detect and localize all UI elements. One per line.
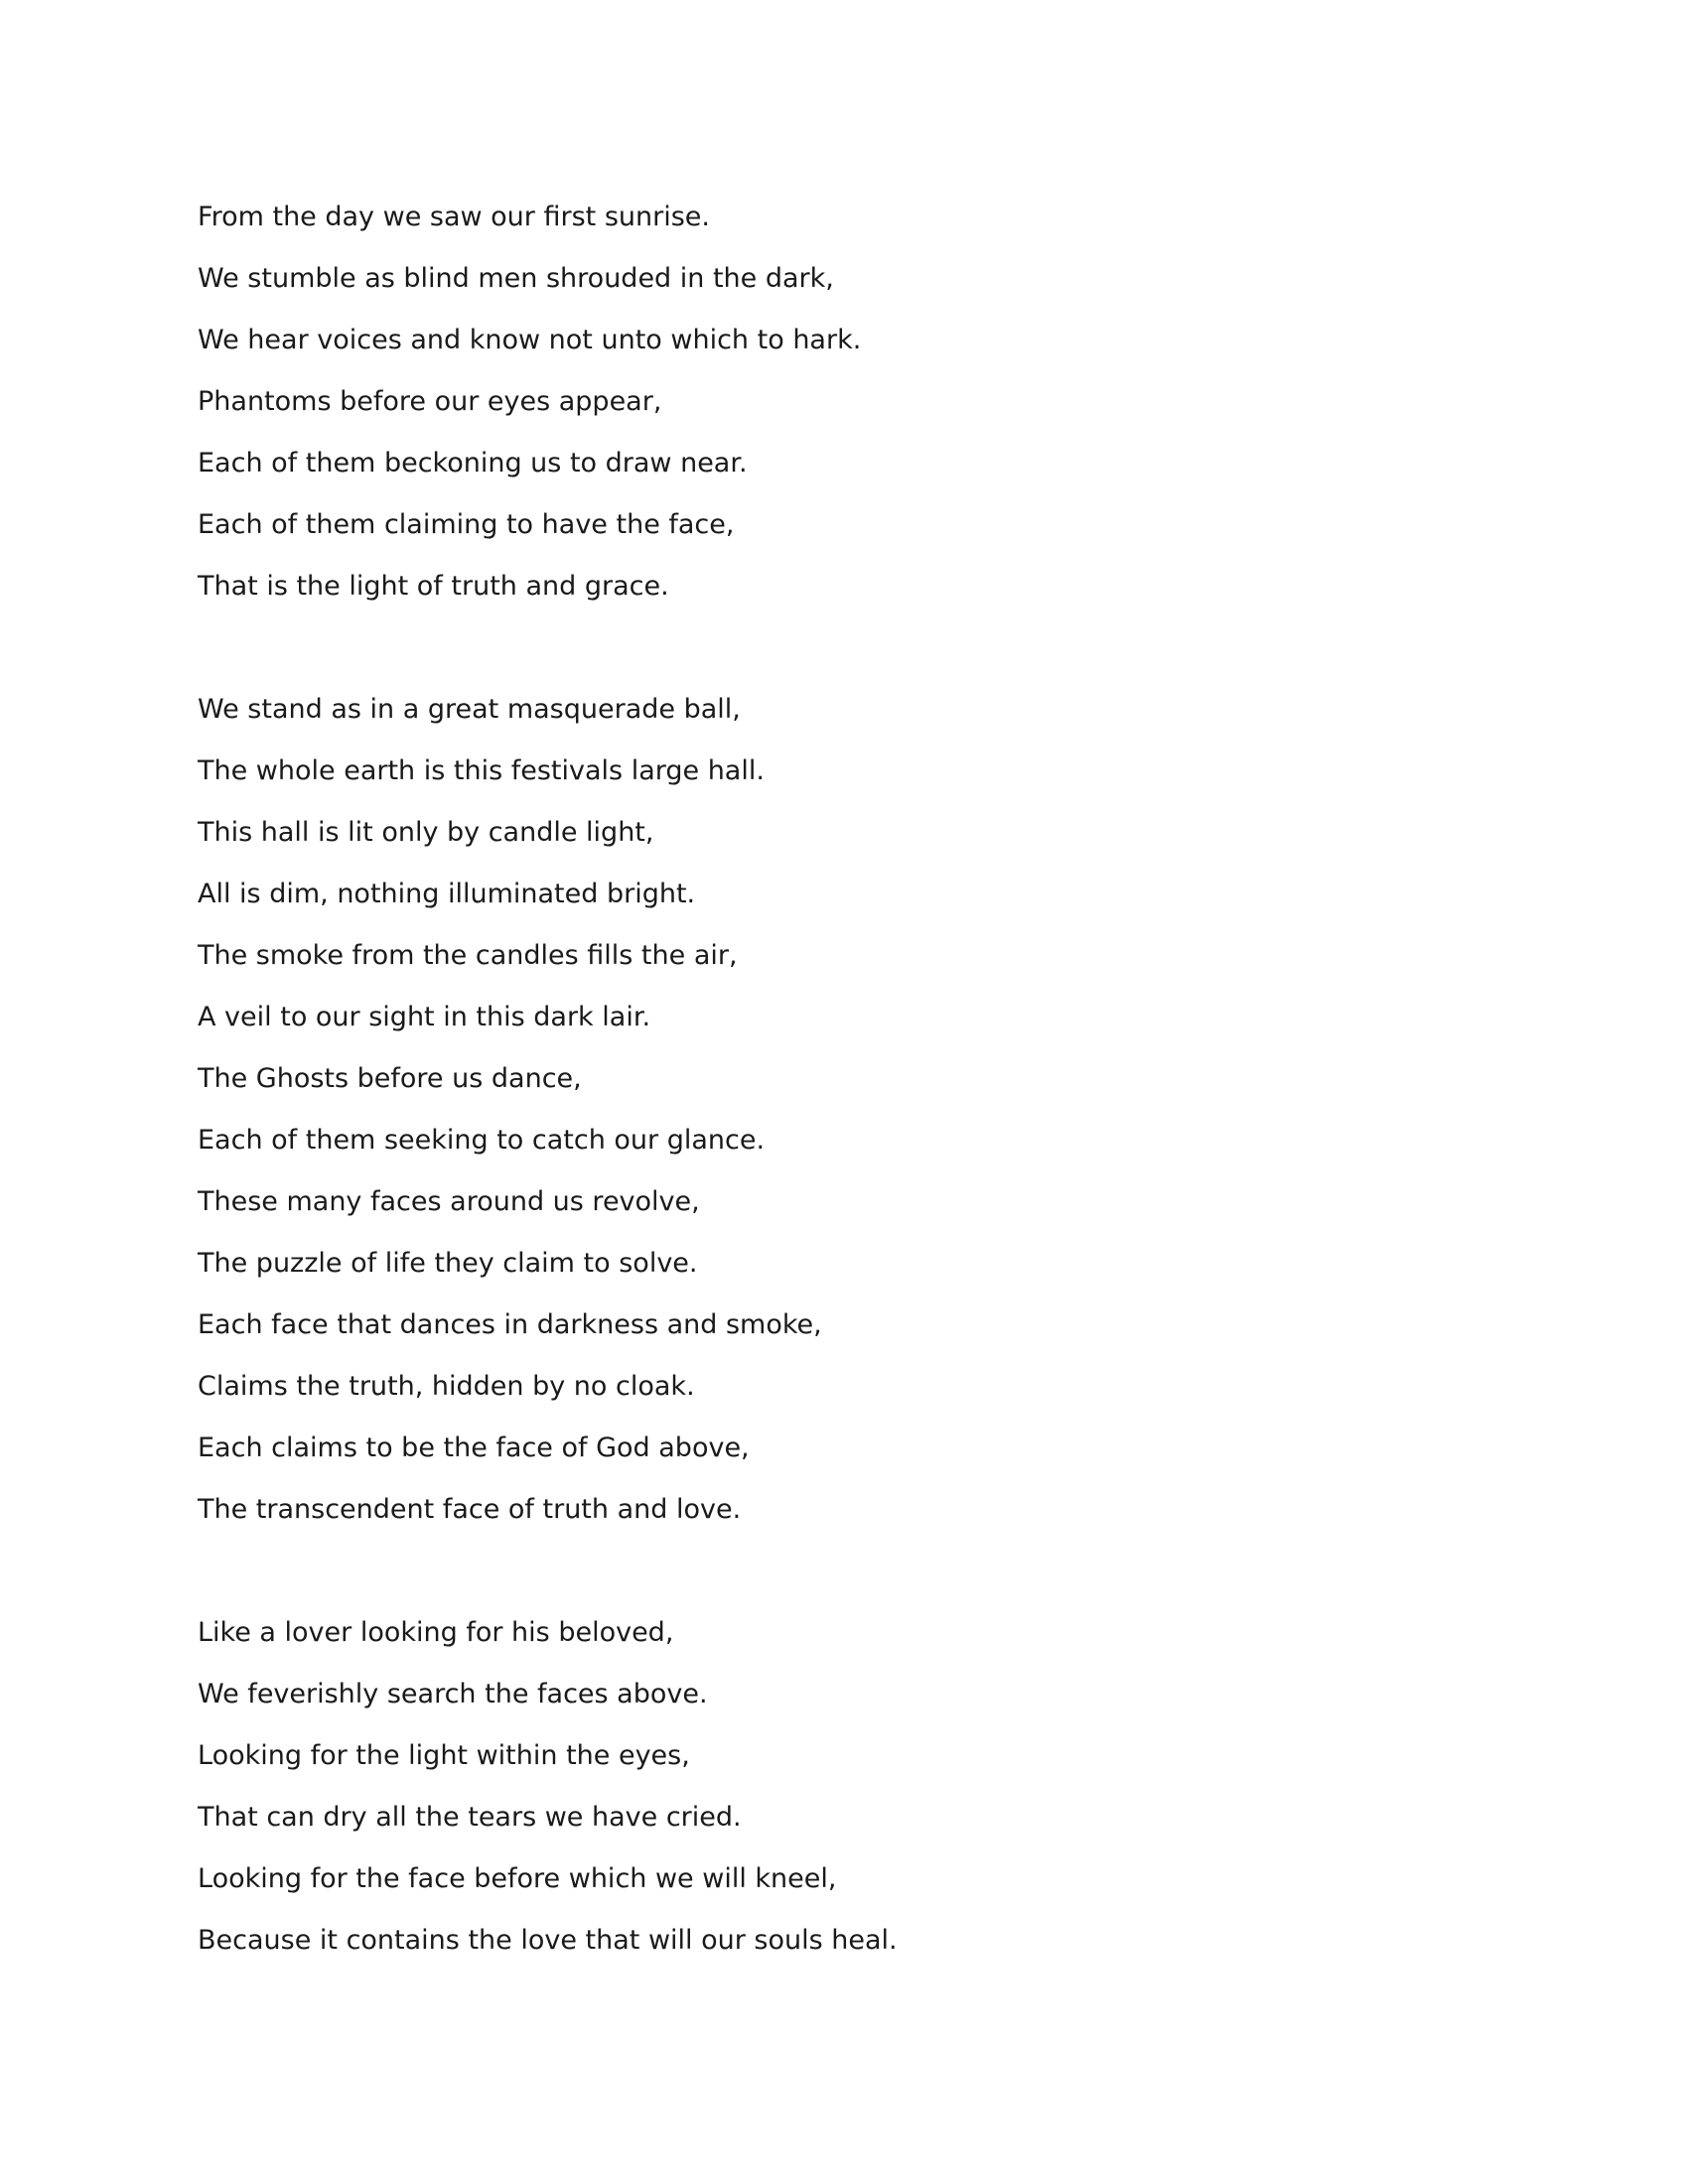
stanza-1 xyxy=(198,197,1488,627)
poem-line: Each of them seeking to catch our glance. xyxy=(198,1125,766,1156)
poem-line: We stand as in a great masquerade ball, xyxy=(198,694,741,725)
poem-line: Each claims to be the face of God above, xyxy=(198,1433,750,1463)
poem-line: The Ghosts before us dance, xyxy=(198,1063,582,1094)
poem-line: Looking for the face before which we will kneel, xyxy=(198,1863,837,1894)
poem-line: The smoke from the candles fills the air, xyxy=(198,940,738,971)
poem-body xyxy=(198,197,1488,2043)
poem-line: Because it contains the love that will our souls heal. xyxy=(198,1925,898,1956)
poem-line: We stumble as blind men shrouded in the dark, xyxy=(198,263,834,294)
stanza-3 xyxy=(198,1612,1488,1981)
poem-line: Each of them claiming to have the face, xyxy=(198,509,735,540)
poem-line: A veil to our sight in this dark lair. xyxy=(198,1002,651,1032)
poem-line: We feverishly search the faces above. xyxy=(198,1679,708,1709)
poem-line: All is dim, nothing illuminated bright. xyxy=(198,879,696,909)
poem-line: Each face that dances in darkness and smoke, xyxy=(198,1309,822,1340)
poem-line: These many faces around us revolve, xyxy=(198,1186,700,1217)
poem-line: The transcendent face of truth and love. xyxy=(198,1494,742,1525)
poem-line: Like a lover looking for his beloved, xyxy=(198,1617,674,1648)
poem-line: The puzzle of life they claim to solve. xyxy=(198,1248,698,1279)
poem-line: We hear voices and know not unto which to hark. xyxy=(198,325,862,355)
poem-line: Each of them beckoning us to draw near. xyxy=(198,448,748,478)
stanza-2 xyxy=(198,689,1488,1551)
poem-line: From the day we saw our first sunrise. xyxy=(198,202,710,232)
poem-line: That can dry all the tears we have cried. xyxy=(198,1802,742,1833)
poem-line: Claims the truth, hidden by no cloak. xyxy=(198,1371,695,1402)
poem-line: The whole earth is this festivals large hall. xyxy=(198,755,765,786)
poem-line: This hall is lit only by candle light, xyxy=(198,817,654,848)
poem-line: Phantoms before our eyes appear, xyxy=(198,386,662,417)
poem-line: That is the light of truth and grace. xyxy=(198,571,669,602)
poem-line: Looking for the light within the eyes, xyxy=(198,1740,690,1771)
